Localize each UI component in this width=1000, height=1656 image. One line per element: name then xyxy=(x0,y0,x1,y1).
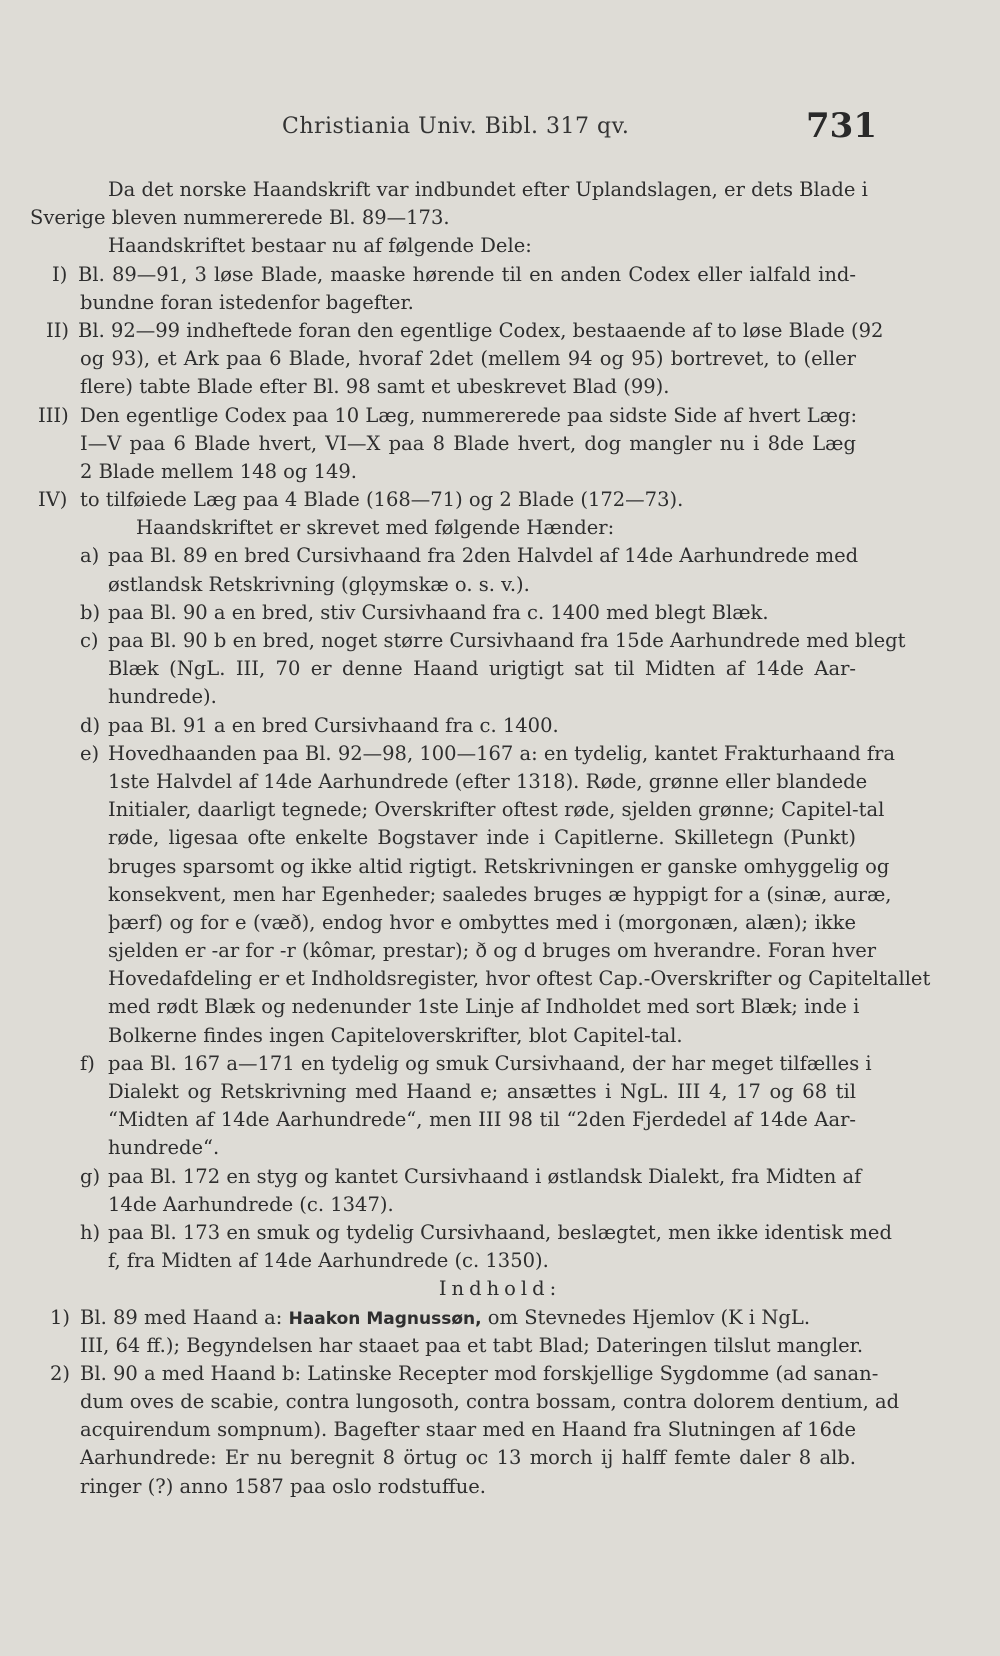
text-line: Bl. 89—91, 3 løse Blade, maaske hørende til en anden Codex eller ialfald ind- xyxy=(78,262,856,286)
item-label: b) xyxy=(80,600,101,624)
item-label: d) xyxy=(80,713,101,737)
running-header: Christiania Univ. Bibl. 317 qv. xyxy=(282,114,630,139)
text-line: Den egentlige Codex paa 10 Læg, nummererede paa sidste Side af hvert Læg: xyxy=(80,403,858,427)
text-line: Da det norske Haandskrift var indbundet efter Uplandslagen, er dets Blade i xyxy=(108,178,868,201)
item-label: IV) xyxy=(38,488,68,512)
text-line: paa Bl. 173 en smuk og tydelig Cursivhaand, beslægtet, men ikke identisk med xyxy=(108,1220,892,1244)
item-label: c) xyxy=(80,629,99,652)
text-line: Blæk (NgL. III, 70 er denne Haand urigtigt sat til Midten af 14de Aar- xyxy=(108,657,856,681)
text-line: Haandskriftet er skrevet med følgende Hænder: xyxy=(136,516,615,540)
text-line: røde, ligesaa ofte enkelte Bogstaver inde i Capitlerne. Skilletegn (Punkt) xyxy=(108,826,856,850)
text-line: to tilføiede Læg paa 4 Blade (168—71) og 2 Blade (172—73). xyxy=(80,488,684,512)
text-line: hundrede“. xyxy=(108,1136,220,1160)
text-line: dum oves de scabie, contra lungosoth, contra bossam, contra dolorem dentium, ad xyxy=(80,1390,900,1414)
text-line: bruges sparsomt og ikke altid rigtigt. Retskrivningen er ganske omhyggelig og xyxy=(108,854,890,878)
body-text xyxy=(0,176,1000,1501)
text-line: Hovedhaanden paa Bl. 92—98, 100—167 a: en tydelig, kantet Frakturhaand fra xyxy=(108,741,896,765)
text-line: 1ste Halvdel af 14de Aarhundrede (efter 1318). Røde, grønne eller blandede xyxy=(108,769,868,793)
item-label: III) xyxy=(38,403,69,427)
text-line: ringer (?) anno 1587 paa oslo rodstuffue. xyxy=(80,1474,486,1498)
text-line: Haandskriftet bestaar nu af følgende Dele: xyxy=(108,234,532,258)
text-line: flere) tabte Blade efter Bl. 98 samt et ubeskrevet Blad (99). xyxy=(80,375,670,399)
text-line: þærf) og for e (væð), endog hvor e ombyttes med i (morgonæn, alæn); ikke xyxy=(108,910,856,934)
text-line: Dialekt og Retskrivning med Haand e; ansættes i NgL. III 4, 17 og 68 til xyxy=(108,1080,856,1103)
text-line: Initialer, daarligt tegnede; Overskrifter oftest røde, sjelden grønne; Capitel-tal xyxy=(108,798,885,822)
text-line: “Midten af 14de Aarhundrede“, men III 98 til “2den Fjerdedel af 14de Aar- xyxy=(108,1108,856,1132)
text-line: paa Bl. 167 a—171 en tydelig og smuk Cursivhaand, der har meget tilfælles i xyxy=(108,1051,872,1075)
item-label: I) xyxy=(52,262,68,286)
text-line: hundrede). xyxy=(108,685,217,709)
item-label: 1) xyxy=(50,1305,71,1329)
section-heading: Indhold: xyxy=(438,1277,562,1301)
text-line: 14de Aarhundrede (c. 1347). xyxy=(108,1192,394,1216)
text-line: Bl. 92—99 indheftede foran den egentlige Codex, bestaaende af to løse Blade (92 xyxy=(78,318,884,342)
text-line: paa Bl. 89 en bred Cursivhaand fra 2den Halvdel af 14de Aarhundrede med xyxy=(108,544,859,568)
text-line: østlandsk Retskrivning (glǫymskæ o. s. v.). xyxy=(108,572,530,596)
item-label: 2) xyxy=(50,1361,71,1385)
text-line: f, fra Midten af 14de Aarhundrede (c. 1350). xyxy=(108,1249,549,1273)
text-line: paa Bl. 90 b en bred, noget større Cursivhaand fra 15de Aarhundrede med blegt xyxy=(108,629,906,652)
item-label: II) xyxy=(46,318,70,342)
item-label: a) xyxy=(80,544,100,568)
item-label: e) xyxy=(80,741,100,765)
text-line: bundne foran istedenfor bagefter. xyxy=(80,290,414,314)
text-line: 2 Blade mellem 148 og 149. xyxy=(80,459,358,483)
text-line: paa Bl. 172 en styg og kantet Cursivhaand i østlandsk Dialekt, fra Midten af xyxy=(108,1164,862,1188)
item-label: g) xyxy=(80,1164,101,1188)
text-line: og 93), et Ark paa 6 Blade, hvoraf 2det (mellem 94 og 95) bortrevet, to (eller xyxy=(80,347,856,371)
text-line: acquirendum sompnum). Bagefter staar med en Haand fra Slutningen af 16de xyxy=(80,1418,856,1442)
text-line: Bolkerne findes ingen Capiteloverskrifter, blot Capitel-tal. xyxy=(108,1023,683,1047)
text-line: med rødt Blæk og nedenunder 1ste Linje af Indholdet med sort Blæk; inde i xyxy=(108,995,860,1019)
text-line: Sverige bleven nummererede Bl. 89—173. xyxy=(30,206,450,230)
item-label: f) xyxy=(80,1051,95,1075)
text-fragment: Bl. 89 med Haand a: xyxy=(80,1305,283,1329)
text-line: Bl. 90 a med Haand b: Latinske Recepter mod forskjellige Sygdomme (ad sanan- xyxy=(80,1361,879,1385)
text-line xyxy=(80,1304,810,1333)
text-line: Aarhundrede: Er nu beregnit 8 örtug oc 13 morch ij halff femte daler 8 alb. xyxy=(80,1446,856,1470)
text-fragment: om Stevnedes Hjemlov (K i NgL. xyxy=(487,1305,811,1329)
author-name: Haakon Magnussøn, xyxy=(288,1308,482,1329)
text-line: paa Bl. 90 a en bred, stiv Cursivhaand fra c. 1400 med blegt Blæk. xyxy=(108,600,769,624)
text-line: sjelden er -ar for -r (kômar, prestar); ð og d bruges om hverandre. Foran hver xyxy=(108,939,877,963)
text-line: konsekvent, men har Egenheder; saaledes bruges æ hyppigt for a (sinæ, auræ, xyxy=(108,882,892,906)
item-label: h) xyxy=(80,1220,101,1244)
text-line: Hovedafdeling er et Indholdsregister, hvor oftest Cap.-Overskrifter og Capiteltallet xyxy=(108,967,931,991)
text-line: I—V paa 6 Blade hvert, VI—X paa 8 Blade hvert, dog mangler nu i 8de Læg xyxy=(80,431,856,455)
text-line: paa Bl. 91 a en bred Cursivhaand fra c. 1400. xyxy=(108,713,559,737)
text-line: III, 64 ff.); Begyndelsen har staaet paa et tabt Blad; Dateringen tilslut mangler. xyxy=(80,1333,864,1357)
page-number: 731 xyxy=(806,106,877,146)
